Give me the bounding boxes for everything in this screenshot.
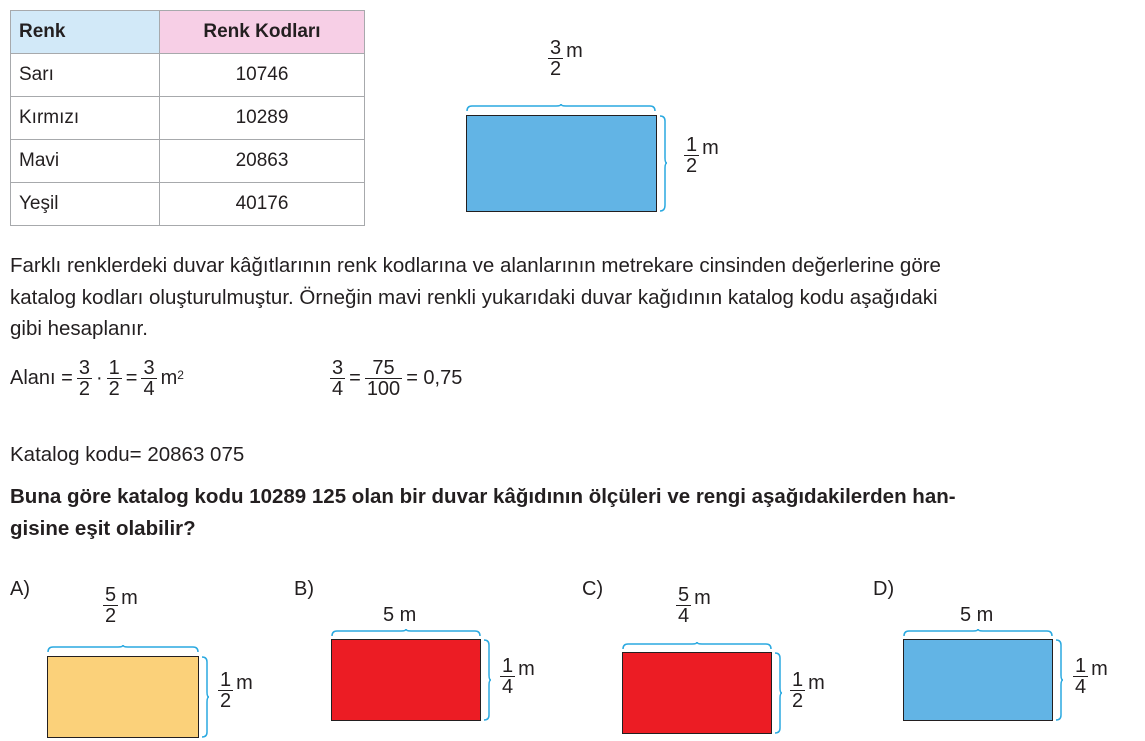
option-b-width-label: 5 m bbox=[383, 604, 417, 626]
option-b-width-brace bbox=[331, 629, 481, 637]
description-line-2: katalog kodları oluşturulmuştur. Örneğin mavi renkli yukarıdaki duvar kağıdının katalog kodu aşağıdaki bbox=[10, 286, 938, 309]
table-header-row bbox=[11, 11, 365, 54]
option-a-wallpaper-rect[interactable] bbox=[47, 656, 199, 738]
catalog-code-text: Katalog kodu= 20863 075 bbox=[10, 443, 245, 466]
table-row bbox=[11, 54, 365, 97]
table-row bbox=[11, 97, 365, 140]
option-a-width-brace bbox=[47, 645, 199, 653]
color-name: Yeşil bbox=[11, 183, 160, 226]
option-d-height-label: $\frac{1}{4}$ m bbox=[1075, 655, 1108, 698]
option-a-letter[interactable]: A) bbox=[10, 578, 30, 600]
question-line-1: Buna göre katalog kodu 10289 125 olan bir duvar kâğıdının ölçüleri ve rengi aşağıdakilerden han- bbox=[10, 485, 956, 508]
option-b-height-brace bbox=[483, 639, 491, 721]
color-name: Sarı bbox=[11, 54, 160, 97]
option-b-letter[interactable]: B) bbox=[294, 578, 314, 600]
example-wallpaper-rect bbox=[466, 115, 657, 212]
example-height-brace bbox=[659, 115, 667, 212]
color-code: 10289 bbox=[160, 97, 365, 140]
option-c-letter[interactable]: C) bbox=[582, 578, 604, 600]
table-row bbox=[11, 183, 365, 226]
option-a-width-label: $\frac{5}{2}$ m bbox=[105, 584, 138, 627]
color-code-table bbox=[10, 10, 365, 226]
color-code: 40176 bbox=[160, 183, 365, 226]
option-d-wallpaper-rect[interactable] bbox=[903, 639, 1053, 721]
header-renk-kodlari: Renk Kodları bbox=[160, 11, 365, 54]
option-a-height-brace bbox=[201, 656, 209, 738]
option-c-width-label: $\frac{5}{4}$ m bbox=[678, 584, 711, 627]
color-name: Mavi bbox=[11, 140, 160, 183]
header-renk: Renk bbox=[11, 11, 160, 54]
color-code: 20863 bbox=[160, 140, 365, 183]
option-d-height-brace bbox=[1055, 639, 1063, 721]
description-line-1: Farklı renklerdeki duvar kâğıtlarının renk kodlarına ve alanlarının metrekare cinsinden değerlerine göre bbox=[10, 254, 941, 277]
option-c-height-brace bbox=[774, 652, 782, 734]
example-width-brace bbox=[466, 104, 656, 112]
option-b-wallpaper-rect[interactable] bbox=[331, 639, 481, 721]
decimal-formula: $\frac{3}{4}$ = $\frac{75}{100}$ = 0,75 bbox=[332, 357, 463, 400]
option-d-width-label: 5 m bbox=[960, 604, 994, 626]
option-c-width-brace bbox=[622, 642, 772, 650]
option-c-height-label: $\frac{1}{2}$ m bbox=[792, 669, 825, 712]
color-code: 10746 bbox=[160, 54, 365, 97]
description-line-3: gibi hesaplanır. bbox=[10, 317, 148, 340]
question-line-2: gisine eşit olabilir? bbox=[10, 517, 196, 540]
area-formula: Alanı = $\frac{3}{2}$ · $\frac{1}{2}$ = $\frac{3}{4}$ m $^2$ bbox=[10, 357, 184, 400]
option-d-width-brace bbox=[903, 629, 1053, 637]
option-d-letter[interactable]: D) bbox=[873, 578, 895, 600]
example-height-label: $\frac{1}{2}$ m bbox=[686, 134, 719, 177]
option-c-wallpaper-rect[interactable] bbox=[622, 652, 772, 734]
option-a-height-label: $\frac{1}{2}$ m bbox=[220, 669, 253, 712]
option-b-height-label: $\frac{1}{4}$ m bbox=[502, 655, 535, 698]
color-name: Kırmızı bbox=[11, 97, 160, 140]
example-width-label: $\frac{3}{2}$ m bbox=[550, 37, 583, 80]
table-row bbox=[11, 140, 365, 183]
